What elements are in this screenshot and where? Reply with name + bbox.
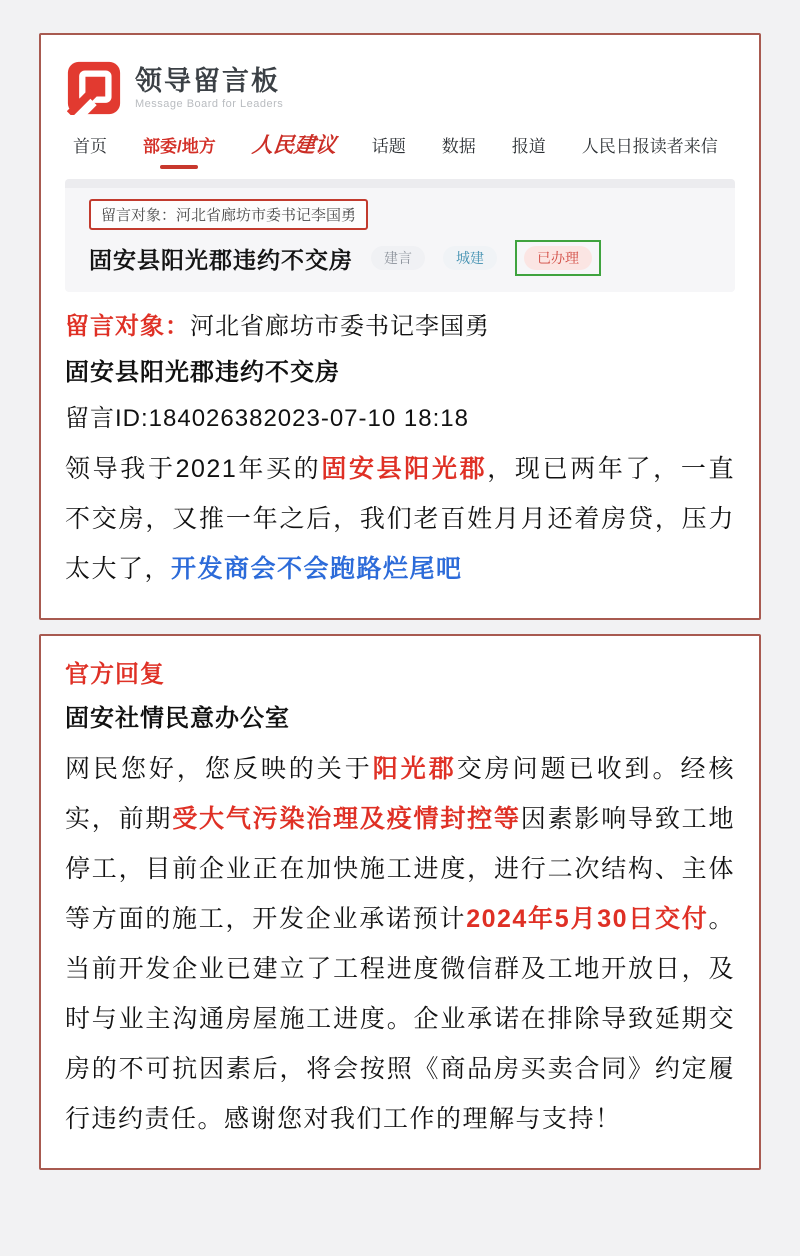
reply-header: 官方回复 <box>65 661 165 688</box>
message-target-label: 留言对象： <box>65 313 190 340</box>
nav-reader-letters[interactable]: 人民日报读者来信 <box>581 136 718 156</box>
reply-highlight-project: 阳光郡 <box>372 755 457 783</box>
message-target-annotation-box <box>89 199 368 230</box>
embedded-screenshot-top-strip <box>65 179 735 188</box>
message-body-text: ，现已两年了，一直不交房，又推一年之后，我们老百姓月月还着房贷，压力太大了， <box>65 455 735 583</box>
message-body-highlight-project: 固安县阳光郡 <box>321 455 488 483</box>
embedded-title-row <box>89 240 719 276</box>
nav-home[interactable]: 首页 <box>73 136 107 156</box>
site-subtitle: Message Board for Leaders <box>135 98 284 110</box>
site-title: 领导留言板 <box>135 66 280 96</box>
nav-topics[interactable]: 话题 <box>371 136 406 156</box>
reply-highlight-causes: 受大气污染治理及疫情封控等 <box>172 805 521 833</box>
logo-text <box>135 66 283 110</box>
reply-office-name: 固安社情民意办公室 <box>65 705 290 732</box>
message-target-value: 河北省廊坊市委书记李国勇 <box>190 313 490 340</box>
nav-ministries-local[interactable] <box>143 132 216 163</box>
embedded-message-title: 固安县阳光郡违约不交房 <box>89 246 353 273</box>
message-target-line <box>65 304 735 350</box>
message-id-and-timestamp: 留言ID:184026382023-07-10 18:18 <box>65 405 469 432</box>
tag-suggestion: 建言 <box>371 246 425 270</box>
reply-body-text: 。当前开发企业已建立了工程进度微信群及工地开放日，及时与业主沟通房屋施工进度。企业承诺在排除导致延期交房的不可抗因素后，将会按照《商品房买卖合同》约定履行违约责任。感谢您对我们工作的理解与支持！ <box>65 905 735 1133</box>
status-annotation-green-box <box>515 240 601 276</box>
reply-body-text: 网民您好，您反映的关于 <box>65 755 373 783</box>
message-body <box>65 444 735 594</box>
reply-body-text: 交房问题已收到。经核实，前期 <box>65 755 735 833</box>
message-body-text: 领导我于2021年买的 <box>65 455 322 483</box>
message-target-annotation-text: 留言对象：河北省廊坊市委书记李国勇 <box>101 207 357 224</box>
status-badge-handled: 已办理 <box>524 246 592 270</box>
official-reply-card <box>39 634 761 1170</box>
reply-body-text: 因素影响导致工地停工，目前企业正在加快施工进度，进行二次结构、主体等方面的施工，开发企业承诺预计 <box>65 805 735 933</box>
message-title: 固安县阳光郡违约不交房 <box>65 359 340 386</box>
message-board-logo-icon <box>67 61 121 115</box>
site-brand[interactable] <box>67 61 735 115</box>
active-tab-underline <box>160 165 198 169</box>
nav-data[interactable]: 数据 <box>441 136 476 156</box>
nav-ministries-local-label: 部委/地方 <box>143 136 216 156</box>
nav-reports[interactable]: 报道 <box>511 136 546 156</box>
message-body-highlight-question: 开发商会不会跑路烂尾吧 <box>171 555 463 583</box>
reply-body <box>65 744 735 1144</box>
message-details <box>65 304 735 594</box>
reply-highlight-delivery-date: 2024年5月30日交付 <box>466 905 709 933</box>
message-card <box>39 33 761 620</box>
tag-urban-construction: 城建 <box>443 246 497 270</box>
nav-people-suggestions[interactable]: 人民建议 <box>250 133 338 157</box>
embedded-screenshot <box>65 179 735 292</box>
main-nav <box>73 129 735 165</box>
